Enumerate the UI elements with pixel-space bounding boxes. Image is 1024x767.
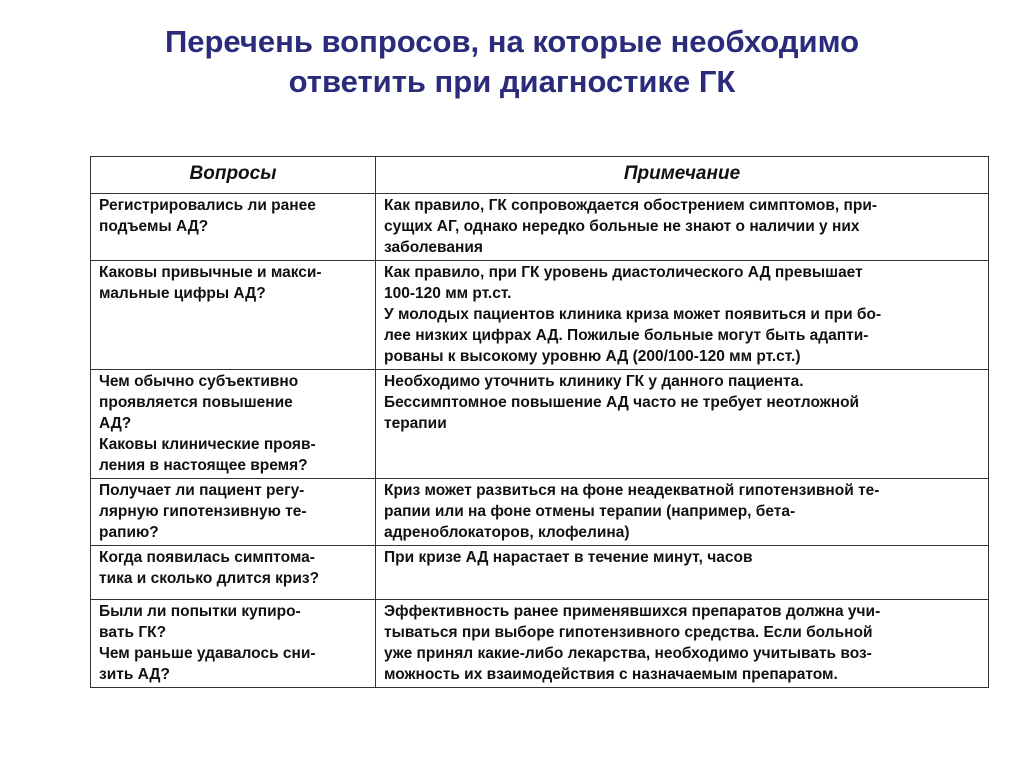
question-line: Каковы клинические прояв- bbox=[99, 436, 316, 453]
question-line: зить АД? bbox=[99, 666, 170, 683]
questions-table bbox=[90, 156, 989, 688]
note-line: Бессимптомное повышение АД часто не требует неотложной bbox=[384, 394, 860, 411]
table-row bbox=[91, 546, 989, 600]
question-cell bbox=[91, 261, 376, 370]
note-cell bbox=[376, 370, 989, 479]
table-row bbox=[91, 370, 989, 479]
note-line: заболевания bbox=[384, 239, 483, 256]
note-line: адреноблокаторов, клофелина) bbox=[384, 524, 630, 541]
header-notes: Примечание bbox=[376, 157, 989, 194]
question-line: Получает ли пациент регу- bbox=[99, 482, 305, 499]
header-questions: Вопросы bbox=[91, 157, 376, 194]
question-line: подъемы АД? bbox=[99, 218, 209, 235]
note-line: При кризе АД нарастает в течение минут, часов bbox=[384, 549, 753, 566]
note-cell bbox=[376, 546, 989, 600]
note-line: рапии или на фоне отмены терапии (например, бета- bbox=[384, 503, 796, 520]
note-line: лее низких цифрах АД. Пожилые больные могут быть адапти- bbox=[384, 327, 869, 344]
table-row bbox=[91, 261, 989, 370]
note-line: Криз может развиться на фоне неадекватной гипотензивной те- bbox=[384, 482, 880, 499]
note-line: Эффективность ранее применявшихся препаратов должна учи- bbox=[384, 603, 881, 620]
note-line: можность их взаимодействия с назначаемым препаратом. bbox=[384, 666, 838, 683]
note-line: 100-120 мм рт.ст. bbox=[384, 285, 512, 302]
note-line: сущих АГ, однако нередко больные не знают о наличии у них bbox=[384, 218, 860, 235]
note-line: Необходимо уточнить клинику ГК у данного пациента. bbox=[384, 373, 804, 390]
question-line: проявляется повышение bbox=[99, 394, 293, 411]
question-cell bbox=[91, 194, 376, 261]
title-line-1: Перечень вопросов, на которые необходимо bbox=[164, 24, 860, 59]
question-line: Чем раньше удавалось сни- bbox=[99, 645, 316, 662]
note-cell bbox=[376, 261, 989, 370]
question-line: рапию? bbox=[99, 524, 159, 541]
note-line: рованы к высокому уровню АД (200/100-120 мм рт.ст.) bbox=[384, 348, 801, 365]
table-header-row bbox=[91, 157, 989, 194]
note-line: терапии bbox=[384, 415, 447, 432]
page-title bbox=[0, 22, 1024, 102]
question-line: ления в настоящее время? bbox=[99, 457, 308, 474]
question-line: тика и сколько длится криз? bbox=[99, 570, 320, 587]
question-line: вать ГК? bbox=[99, 624, 167, 641]
question-line: мальные цифры АД? bbox=[99, 285, 266, 302]
question-cell bbox=[91, 370, 376, 479]
table-row bbox=[91, 600, 989, 688]
title-line-2: ответить при диагностике ГК bbox=[288, 64, 736, 99]
note-line: Как правило, ГК сопровождается обострением симптомов, при- bbox=[384, 197, 878, 214]
note-line: Как правило, при ГК уровень диастолического АД превышает bbox=[384, 264, 863, 281]
question-cell bbox=[91, 546, 376, 600]
question-line: Каковы привычные и макси- bbox=[99, 264, 322, 281]
question-line: Регистрировались ли ранее bbox=[99, 197, 316, 214]
note-cell bbox=[376, 194, 989, 261]
note-line: У молодых пациентов клиника криза может появиться и при бо- bbox=[384, 306, 882, 323]
question-line: АД? bbox=[99, 415, 132, 432]
question-line: Чем обычно субъективно bbox=[99, 373, 299, 390]
table-row bbox=[91, 479, 989, 546]
note-cell bbox=[376, 479, 989, 546]
question-cell bbox=[91, 479, 376, 546]
note-cell bbox=[376, 600, 989, 688]
question-line: Когда появилась симптома- bbox=[99, 549, 315, 566]
question-line: лярную гипотензивную те- bbox=[99, 503, 307, 520]
note-line: тываться при выборе гипотензивного средства. Если больной bbox=[384, 624, 873, 641]
question-line: Были ли попытки купиро- bbox=[99, 603, 301, 620]
question-cell bbox=[91, 600, 376, 688]
note-line: уже принял какие-либо лекарства, необходимо учитывать воз- bbox=[384, 645, 872, 662]
table-row bbox=[91, 194, 989, 261]
